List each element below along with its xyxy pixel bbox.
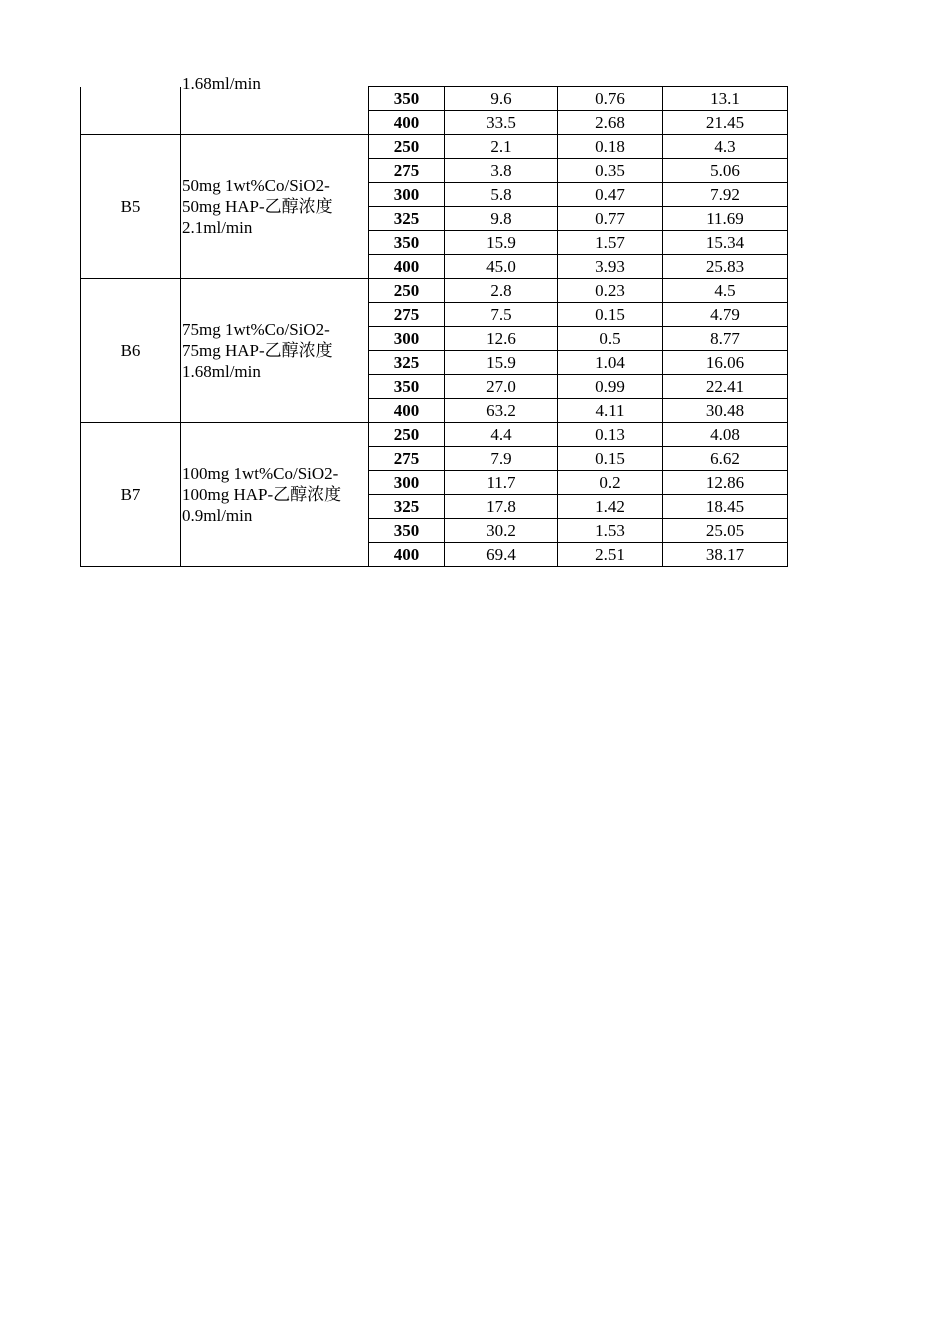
table-body bbox=[81, 73, 788, 567]
value-cell-col3: 16.06 bbox=[663, 351, 788, 375]
temperature-cell: 325 bbox=[369, 351, 445, 375]
value-cell-col3: 38.17 bbox=[663, 543, 788, 567]
value-cell-col2: 0.2 bbox=[558, 471, 663, 495]
value-cell-col1: 17.8 bbox=[445, 495, 558, 519]
temperature-cell: 350 bbox=[369, 87, 445, 111]
value-cell-col2: 0.76 bbox=[558, 87, 663, 111]
value-cell-col3: 13.1 bbox=[663, 87, 788, 111]
value-cell-col2: 4.11 bbox=[558, 399, 663, 423]
value-cell-col1: 15.9 bbox=[445, 231, 558, 255]
value-cell-col3: 4.5 bbox=[663, 279, 788, 303]
condition-line: 0.9ml/min bbox=[182, 506, 253, 525]
temperature-cell: 250 bbox=[369, 279, 445, 303]
temperature-cell: 400 bbox=[369, 543, 445, 567]
temperature-cell: 325 bbox=[369, 495, 445, 519]
condition-line: 1.68ml/min bbox=[182, 73, 261, 93]
temperature-cell: 350 bbox=[369, 231, 445, 255]
value-cell-col1: 7.5 bbox=[445, 303, 558, 327]
temperature-cell: 325 bbox=[369, 207, 445, 231]
value-cell-col2: 0.99 bbox=[558, 375, 663, 399]
group-id-cell: B7 bbox=[81, 423, 181, 567]
value-cell-col1: 9.6 bbox=[445, 87, 558, 111]
value-cell-col3: 7.92 bbox=[663, 183, 788, 207]
condition-cell bbox=[181, 73, 369, 135]
value-cell-col2: 1.42 bbox=[558, 495, 663, 519]
temperature-cell: 400 bbox=[369, 255, 445, 279]
value-cell-col3: 8.77 bbox=[663, 327, 788, 351]
temperature-cell: 350 bbox=[369, 519, 445, 543]
group-id-cell: B6 bbox=[81, 279, 181, 423]
value-cell-col2: 1.53 bbox=[558, 519, 663, 543]
temperature-cell: 275 bbox=[369, 159, 445, 183]
table-row bbox=[81, 423, 788, 447]
table-row bbox=[81, 279, 788, 303]
value-cell-col3: 21.45 bbox=[663, 111, 788, 135]
value-cell-col1: 63.2 bbox=[445, 399, 558, 423]
temperature-cell: 275 bbox=[369, 447, 445, 471]
value-cell-col2: 0.35 bbox=[558, 159, 663, 183]
temperature-cell: 250 bbox=[369, 135, 445, 159]
temperature-cell: 350 bbox=[369, 375, 445, 399]
value-cell-col1: 9.8 bbox=[445, 207, 558, 231]
value-cell-col1: 2.8 bbox=[445, 279, 558, 303]
value-cell-col1: 27.0 bbox=[445, 375, 558, 399]
temperature-cell: 300 bbox=[369, 183, 445, 207]
value-cell-col1: 15.9 bbox=[445, 351, 558, 375]
value-cell-col2: 3.93 bbox=[558, 255, 663, 279]
value-cell-col1: 3.8 bbox=[445, 159, 558, 183]
value-cell-col3: 4.79 bbox=[663, 303, 788, 327]
value-cell-col1: 11.7 bbox=[445, 471, 558, 495]
value-cell-col1: 2.1 bbox=[445, 135, 558, 159]
group-id-cell: B5 bbox=[81, 135, 181, 279]
value-cell-col2: 2.68 bbox=[558, 111, 663, 135]
value-cell-col2: 0.13 bbox=[558, 423, 663, 447]
temperature-cell: 275 bbox=[369, 303, 445, 327]
value-cell-col3: 25.83 bbox=[663, 255, 788, 279]
temperature-cell: 250 bbox=[369, 423, 445, 447]
temperature-cell: 400 bbox=[369, 111, 445, 135]
value-cell-col3: 11.69 bbox=[663, 207, 788, 231]
value-cell-col2: 0.15 bbox=[558, 303, 663, 327]
value-cell-col2: 1.57 bbox=[558, 231, 663, 255]
temperature-cell: 400 bbox=[369, 399, 445, 423]
condition-line: 100mg HAP-乙醇浓度 bbox=[182, 485, 342, 504]
value-cell-col2: 1.04 bbox=[558, 351, 663, 375]
value-cell-col1: 30.2 bbox=[445, 519, 558, 543]
condition-cell bbox=[181, 279, 369, 423]
value-cell-col2: 2.51 bbox=[558, 543, 663, 567]
condition-cell bbox=[181, 423, 369, 567]
data-table bbox=[80, 73, 788, 567]
condition-line: 2.1ml/min bbox=[182, 218, 253, 237]
value-cell-col3: 6.62 bbox=[663, 447, 788, 471]
value-cell-col3: 30.48 bbox=[663, 399, 788, 423]
temperature-cell: 300 bbox=[369, 471, 445, 495]
condition-line: 50mg HAP-乙醇浓度 bbox=[182, 197, 333, 216]
value-cell-col1: 69.4 bbox=[445, 543, 558, 567]
value-cell-col3: 12.86 bbox=[663, 471, 788, 495]
condition-line: 75mg 1wt%Co/SiO2- bbox=[182, 320, 330, 339]
value-cell-col3: 5.06 bbox=[663, 159, 788, 183]
value-cell-col3: 4.08 bbox=[663, 423, 788, 447]
value-cell-col2: 0.18 bbox=[558, 135, 663, 159]
value-cell-col2: 0.15 bbox=[558, 447, 663, 471]
value-cell-col1: 4.4 bbox=[445, 423, 558, 447]
temperature-cell: 300 bbox=[369, 327, 445, 351]
condition-line: 1.68ml/min bbox=[182, 362, 261, 381]
value-cell-col3: 15.34 bbox=[663, 231, 788, 255]
value-cell-col1: 5.8 bbox=[445, 183, 558, 207]
value-cell-col3: 22.41 bbox=[663, 375, 788, 399]
value-cell-col3: 4.3 bbox=[663, 135, 788, 159]
value-cell-col3: 18.45 bbox=[663, 495, 788, 519]
value-cell-col2: 0.23 bbox=[558, 279, 663, 303]
value-cell-col2: 0.5 bbox=[558, 327, 663, 351]
condition-cell bbox=[181, 135, 369, 279]
condition-line: 50mg 1wt%Co/SiO2- bbox=[182, 176, 330, 195]
condition-line: 100mg 1wt%Co/SiO2- bbox=[182, 464, 339, 483]
value-cell-col2: 0.77 bbox=[558, 207, 663, 231]
value-cell-col1: 45.0 bbox=[445, 255, 558, 279]
condition-line: 75mg HAP-乙醇浓度 bbox=[182, 341, 333, 360]
value-cell-col1: 33.5 bbox=[445, 111, 558, 135]
table-row bbox=[81, 87, 788, 111]
value-cell-col3: 25.05 bbox=[663, 519, 788, 543]
value-cell-col2: 0.47 bbox=[558, 183, 663, 207]
value-cell-col1: 12.6 bbox=[445, 327, 558, 351]
value-cell-col1: 7.9 bbox=[445, 447, 558, 471]
table-row bbox=[81, 135, 788, 159]
group-id-cell bbox=[81, 87, 181, 135]
